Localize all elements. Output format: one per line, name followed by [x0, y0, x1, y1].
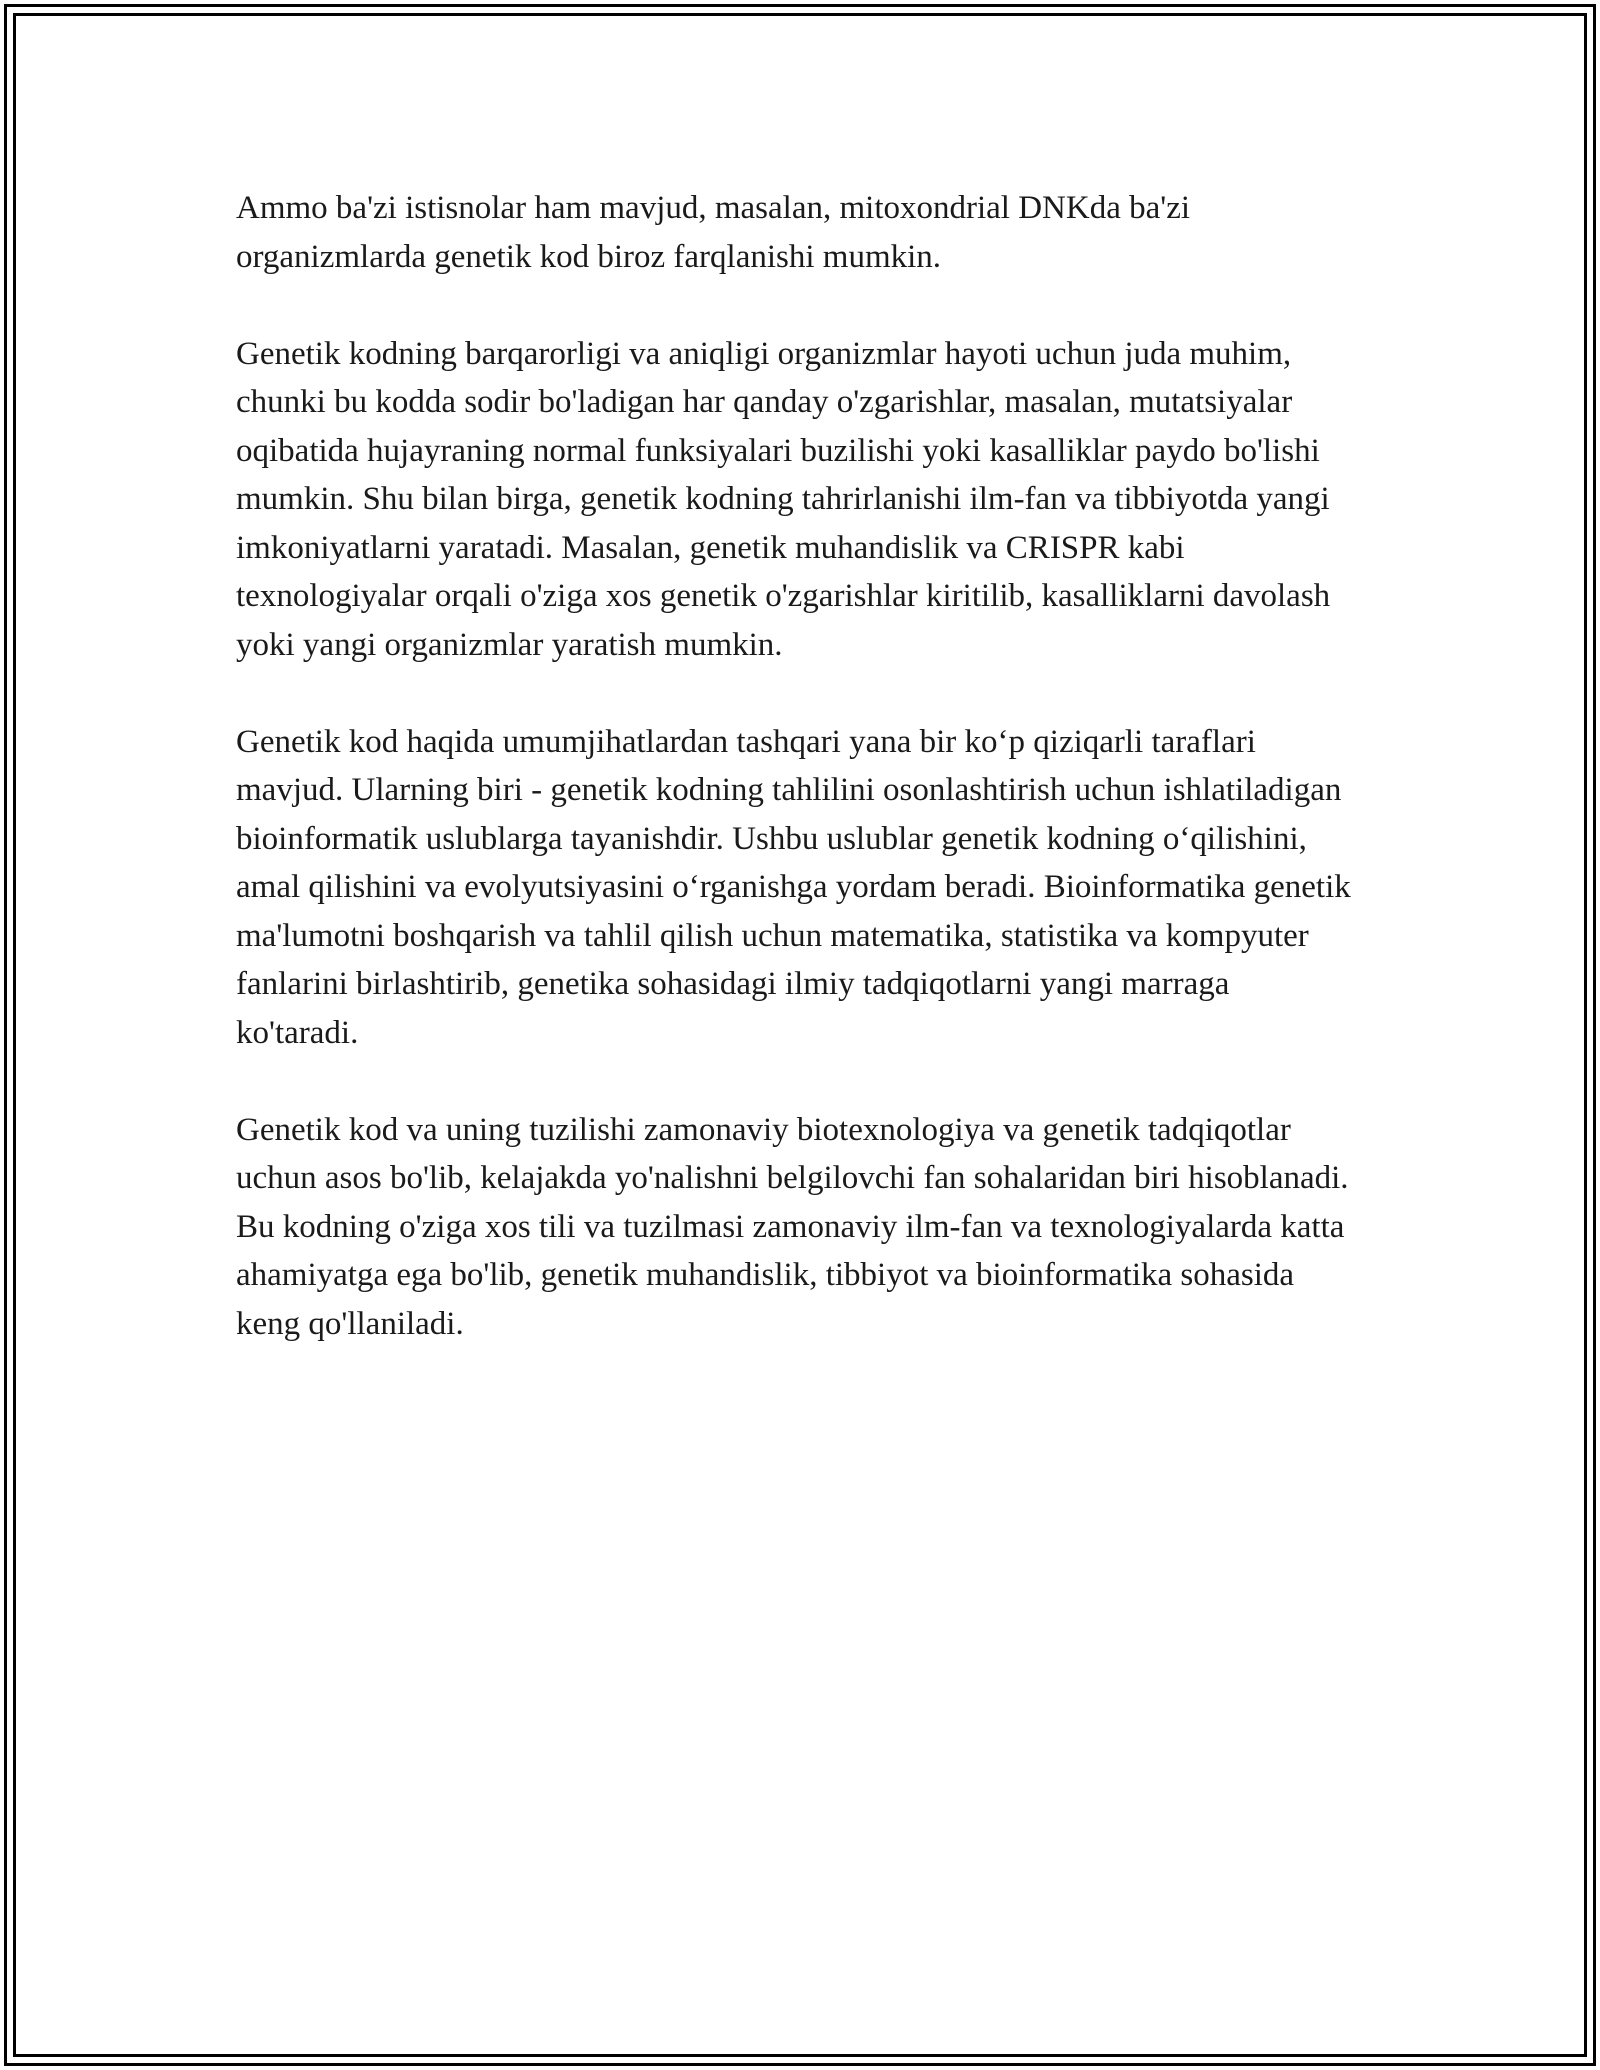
paragraph-2: Genetik kodning barqarorligi va aniqligi organizmlar hayoti uchun juda muhim, chunki bu kodda sodir bo'ladigan har qanday o'zgarishlar, masalan, mutatsiyalar oqibatida hujayraning normal funksiyalari buzilishi yoki kasalliklar paydo bo'lishi mumkin. Shu bilan birga, genetik kodning tahrirlanishi ilm-fan va tibbiyotda yangi imkoniyatlarni yaratadi. Masalan, genetik muhandislik va CRISPR kabi texnologiyalar orqali o'ziga xos genetik o'zgarishlar kiritilib, kasalliklarni davolash yoki yangi organizmlar yaratish mumkin. [236, 335, 1331, 663]
paragraph-3: Genetik kod haqida umumjihatlardan tashqari yana bir koʻp qiziqarli taraflari mavjud. Ularning biri - genetik kodning tahlilini osonlashtirish uchun ishlatiladigan bioinformatik uslublarga tayanishdir. Ushbu uslublar genetik kodning oʻqilishini, amal qilishini va evolyutsiyasini oʻrganishga yordam beradi. Bioinformatika genetik ma'lumotni boshqarish va tahlil qilish uchun matematika, statistika va kompyuter fanlarini birlashtirib, genetika sohasidagi ilmiy tadqiqotlarni yangi marraga ko'taradi. [236, 723, 1351, 1051]
document-body [236, 184, 1356, 1348]
paragraph-4: Genetik kod va uning tuzilishi zamonaviy biotexnologiya va genetik tadqiqotlar uchun asos bo'lib, kelajakda yo'nalishni belgilovchi fan sohalaridan biri hisoblanadi. Bu kodning o'ziga xos tili va tuzilmasi zamonaviy ilm-fan va texnologiyalarda katta ahamiyatga ega bo'lib, genetik muhandislik, tibbiyot va bioinformatika sohasida keng qo'llaniladi. [236, 1111, 1349, 1342]
paragraph-1: Ammo ba'zi istisnolar ham mavjud, masalan, mitoxondrial DNKda ba'zi organizmlarda genetik kod biroz farqlanishi mumkin. [236, 190, 1191, 275]
